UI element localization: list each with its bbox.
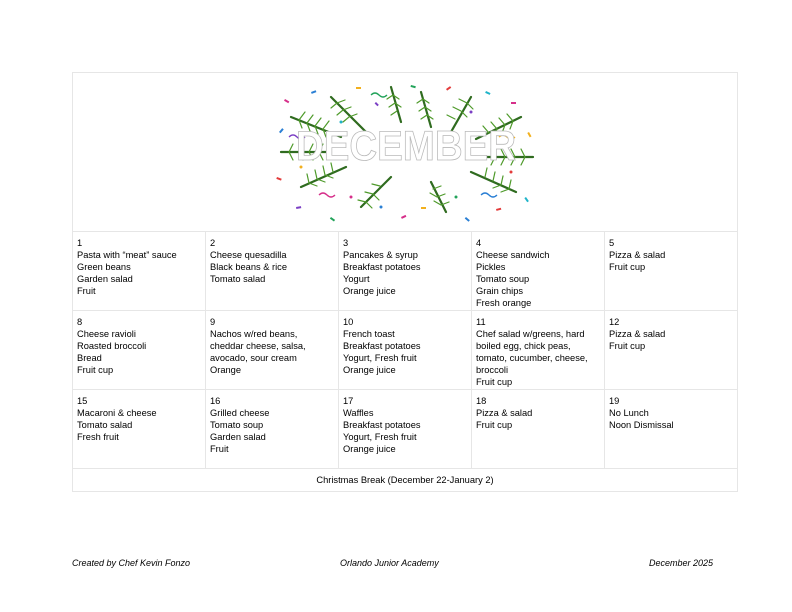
- day-number: 18: [476, 396, 487, 406]
- meal-item: Waffles: [343, 408, 374, 418]
- meal-item: avocado, sour cream: [210, 353, 297, 363]
- meal-item: Pasta with “meat” sauce: [77, 250, 177, 260]
- meal-item: Pizza & salad: [609, 250, 666, 260]
- meal-item: tomato, cucumber, cheese,: [476, 353, 588, 363]
- meal-item: Black beans & rice: [210, 262, 287, 272]
- meal-item: Cheese ravioli: [77, 329, 136, 339]
- day-number: 2: [210, 238, 216, 248]
- meal-item: Tomato soup: [210, 420, 264, 430]
- footer-date: December 2025: [649, 558, 714, 568]
- week-row: [73, 390, 738, 469]
- meal-item: Fresh orange: [476, 298, 532, 308]
- meal-item: Grilled cheese: [210, 408, 270, 418]
- meal-item: Bread: [77, 353, 102, 363]
- meal-item: Fruit cup: [476, 377, 513, 387]
- meal-list: [476, 328, 601, 388]
- meal-item: Pancakes & syrup: [343, 250, 418, 260]
- day-cell: [73, 232, 206, 311]
- meal-item: Orange: [210, 365, 242, 375]
- meal-item: broccoli: [476, 365, 509, 375]
- meal-list: [609, 328, 734, 352]
- banner-title: DECEMBER: [296, 122, 516, 169]
- meal-list: [343, 328, 468, 376]
- day-number: 5: [609, 238, 615, 248]
- meal-item: Pizza & salad: [609, 329, 666, 339]
- day-number: 10: [343, 317, 354, 327]
- meal-item: Breakfast potatoes: [343, 420, 421, 430]
- meal-item: Garden salad: [77, 274, 133, 284]
- meal-item: Cheese quesadilla: [210, 250, 287, 260]
- day-number: 11: [476, 317, 486, 327]
- meal-list: [476, 407, 601, 431]
- meal-item: Garden salad: [210, 432, 266, 442]
- meal-item: Fruit cup: [609, 262, 646, 272]
- day-cell: [73, 311, 206, 390]
- meal-item: Fruit: [77, 286, 96, 296]
- meal-item: Yogurt: [343, 274, 370, 284]
- meal-item: Macaroni & cheese: [77, 408, 157, 418]
- meal-item: Cheese sandwich: [476, 250, 550, 260]
- meal-item: Yogurt, Fresh fruit: [343, 353, 417, 363]
- footer-credit: Created by Chef Kevin Fonzo: [72, 558, 191, 568]
- meal-item: Fruit cup: [476, 420, 513, 430]
- meal-item: Pickles: [476, 262, 506, 272]
- day-number: 1: [77, 238, 83, 248]
- meal-item: Pizza & salad: [476, 408, 533, 418]
- calendar-header: [73, 73, 738, 232]
- footer-school: Orlando Junior Academy: [340, 558, 439, 568]
- meal-list: [210, 328, 335, 376]
- day-cell: [605, 390, 738, 469]
- meal-item: Green beans: [77, 262, 131, 272]
- day-cell: [472, 390, 605, 469]
- meal-item: Nachos w/red beans,: [210, 329, 298, 339]
- day-cell: [73, 390, 206, 469]
- day-number: 4: [476, 238, 482, 248]
- meal-list: [609, 249, 734, 273]
- meal-item: Noon Dismissal: [609, 420, 674, 430]
- christmas-break-note: Christmas Break (December 22-January 2): [73, 469, 738, 492]
- week-row: [73, 311, 738, 390]
- day-cell: [472, 232, 605, 311]
- meal-item: Chef salad w/greens, hard: [476, 329, 585, 339]
- day-cell: [339, 390, 472, 469]
- meal-list: [77, 249, 202, 297]
- meal-item: Orange juice: [343, 444, 396, 454]
- day-number: 19: [609, 396, 620, 406]
- meal-item: cheddar cheese, salsa,: [210, 341, 306, 351]
- day-cell: [605, 311, 738, 390]
- week-row: [73, 232, 738, 311]
- meal-list: [343, 407, 468, 455]
- day-cell: [206, 311, 339, 390]
- meal-item: Orange juice: [343, 365, 396, 375]
- meal-item: No Lunch: [609, 408, 649, 418]
- meal-item: French toast: [343, 329, 395, 339]
- meal-item: Fresh fruit: [77, 432, 119, 442]
- meal-item: Fruit cup: [77, 365, 114, 375]
- day-cell: [339, 232, 472, 311]
- day-cell: [206, 232, 339, 311]
- meal-item: Roasted broccoli: [77, 341, 147, 351]
- meal-list: [343, 249, 468, 297]
- day-number: 8: [77, 317, 83, 327]
- meal-item: Fruit: [210, 444, 229, 454]
- meal-item: Tomato soup: [476, 274, 530, 284]
- day-number: 3: [343, 238, 349, 248]
- day-number: 17: [343, 396, 354, 406]
- meal-list: [77, 328, 202, 376]
- meal-item: Orange juice: [343, 286, 396, 296]
- december-banner-image: [271, 77, 541, 227]
- meal-item: Fruit cup: [609, 341, 646, 351]
- day-cell: [206, 390, 339, 469]
- meal-item: Breakfast potatoes: [343, 262, 421, 272]
- lunch-calendar: [72, 72, 738, 492]
- meal-item: Yogurt, Fresh fruit: [343, 432, 417, 442]
- day-number: 12: [609, 317, 620, 327]
- meal-list: [210, 249, 335, 285]
- meal-item: Tomato salad: [77, 420, 133, 430]
- meal-list: [476, 249, 601, 309]
- meal-item: Tomato salad: [210, 274, 266, 284]
- meal-list: [210, 407, 335, 455]
- day-cell: [339, 311, 472, 390]
- day-cell: [472, 311, 605, 390]
- meal-item: boiled egg, chick peas,: [476, 341, 571, 351]
- meal-list: [609, 407, 734, 431]
- meal-list: [77, 407, 202, 443]
- day-cell: [605, 232, 738, 311]
- day-number: 15: [77, 396, 88, 406]
- meal-item: Breakfast potatoes: [343, 341, 421, 351]
- meal-item: Grain chips: [476, 286, 524, 296]
- day-number: 9: [210, 317, 216, 327]
- day-number: 16: [210, 396, 221, 406]
